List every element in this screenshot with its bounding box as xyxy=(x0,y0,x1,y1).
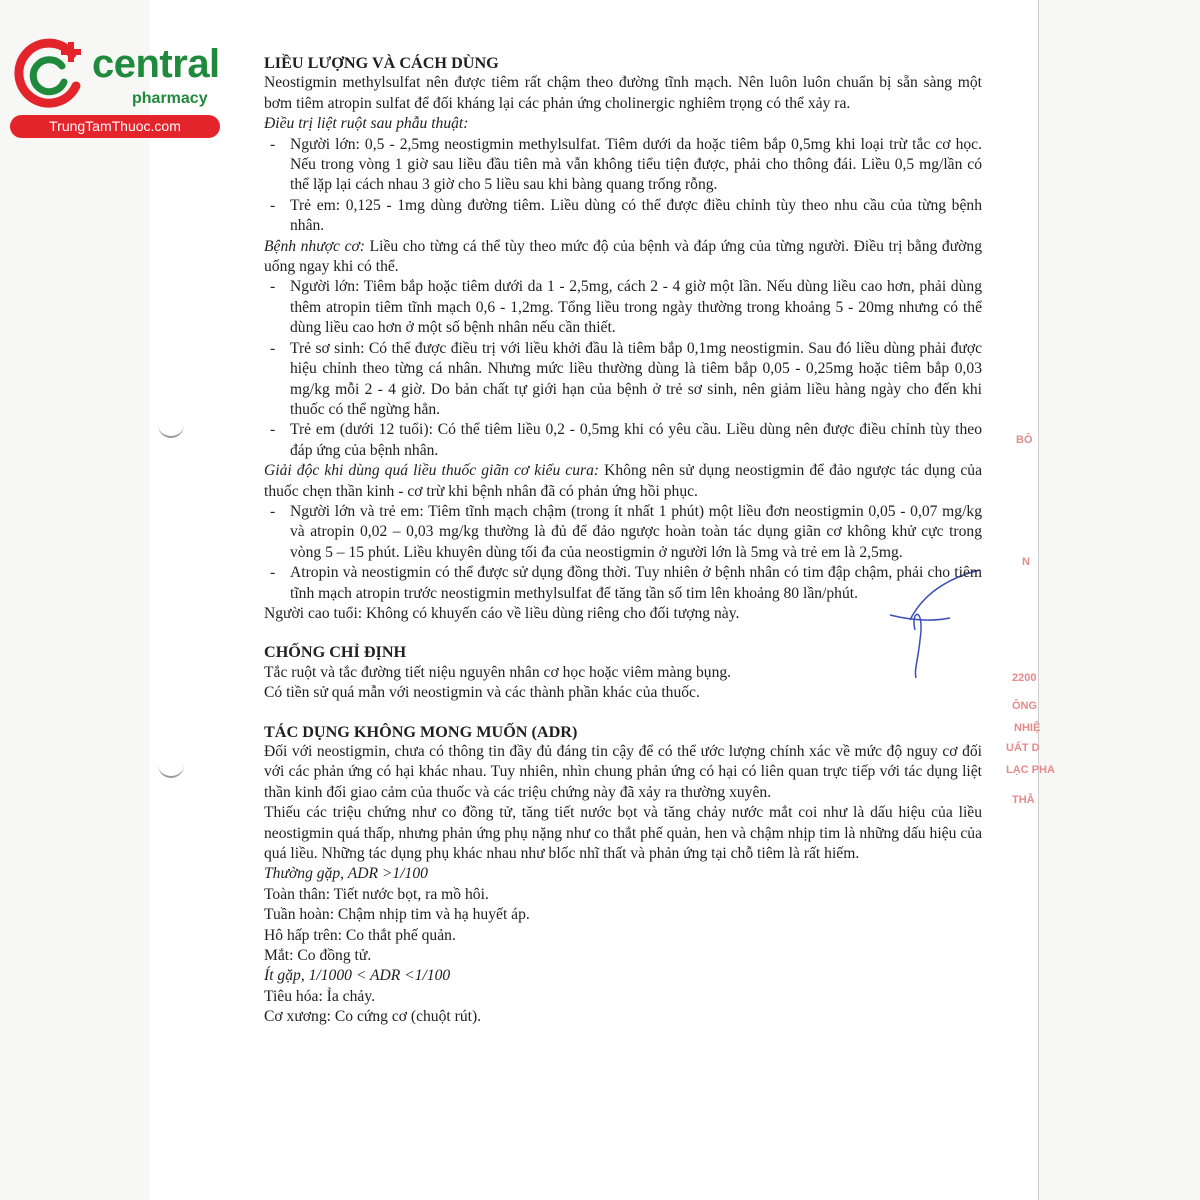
adr-uncommon-label: Ít gặp, 1/1000 < ADR <1/100 xyxy=(264,967,451,985)
stamp-fragment: THĂ xyxy=(1012,794,1035,806)
list-item: - Atropin và neostigmin có thể được sử dụng đồng thời. Tuy nhiên ở bệnh nhân có tim đập chậm, phải cho tiêm tĩnh mạch atropin trước neostigmin methylsulfat để tăng tần số tim lên khoảng 80 lần/phút. xyxy=(290,563,982,604)
adr-paragraph: Đối với neostigmin, chưa có thông tin đầy đủ đáng tin cậy để có thể ước lượng chính xác về mức độ nguy cơ đối với các phản ứng có hại khác nhau. Tuy nhiên, nhìn chung phản ứng có hại có liên quan trực tiếp với tác dụng liệt thần kinh đối giao cảm của thuốc và các triệu chứng này đã xảy ra thường xuyên. xyxy=(264,743,982,801)
elderly-note: Người cao tuổi: Không có khuyến cáo về liều dùng riêng cho đối tượng này. xyxy=(264,604,740,622)
leaflet-content xyxy=(264,53,982,1028)
dosage-intro: Neostigmin methylsulfat nên được tiêm rất chậm theo đường tĩnh mạch. Nên luôn luôn chuẩn bị sẵn sàng một bơm tiêm atropin sulfat để đối kháng lại các phản ứng cholinergic nghiêm trọng có thể xảy ra. xyxy=(264,74,982,112)
adr-paragraph: Thiếu các triệu chứng như co đồng tử, tăng tiết nước bọt và tăng chảy nước mắt coi như là dấu hiệu của liều neostigmin quá thấp, nhưng phản ứng phụ nặng như co thắt phế quản, hen và chậm nhịp tim là những dấu hiệu của quá liều. Những tác dụng phụ khác nhau như blốc nhĩ thất và phản ứng tại chỗ tiêm là rất hiếm. xyxy=(264,804,982,863)
logo-website[interactable]: TrungTamThuoc.com xyxy=(10,115,220,138)
antidote-text: Không nên sử dụng neostigmin để đảo ngược tác dụng của thuốc chẹn thần kinh - cơ trừ khi bệnh nhân đã có phản ứng hồi phục. xyxy=(264,462,983,500)
adr-common-label: Thường gặp, ADR >1/100 xyxy=(264,865,428,883)
contraindication-line: Có tiền sử quá mẫn với neostigmin và các thành phần khác của thuốc. xyxy=(264,684,700,702)
adr-common-item: Tuần hoàn: Chậm nhịp tim và hạ huyết áp. xyxy=(264,906,530,924)
list-item: - Trẻ em (dưới 12 tuổi): Có thể tiêm liều 0,2 - 0,5mg khi có yêu cầu. Liều dùng nên được điều chỉnh tùy theo đáp ứng của bệnh nhân. xyxy=(290,420,982,461)
contraindication-line: Tắc ruột và tắc đường tiết niệu nguyên nhân cơ học hoặc viêm màng bụng. xyxy=(264,663,732,681)
adr-common-item: Toàn thân: Tiết nước bọt, ra mồ hôi. xyxy=(264,885,489,903)
antidote-list xyxy=(264,502,982,604)
adr-common-item: Hô hấp trên: Co thắt phế quản. xyxy=(264,926,456,944)
list-item: - Người lớn: Tiêm bắp hoặc tiêm dưới da 1 - 2,5mg, cách 2 - 4 giờ một lần. Nếu dùng liều cao hơn, phải dùng thêm atropin tiêm tĩnh mạch 0,6 - 1,2mg. Tổng liều trong ngày thường trong khoảng 5 - 20mg nhưng có thể dùng liều cao hơn ở một số bệnh nhân nếu cần thiết. xyxy=(290,277,982,338)
list-item: - Người lớn và trẻ em: Tiêm tĩnh mạch chậm (trong ít nhất 1 phút) một liều đơn neostigmin 0,05 - 0,07 mg/kg và atropin 0,02 – 0,03 mg/kg thường là đủ để đảo ngược hoàn toàn tác dụng giãn cơ không khử cực trong vòng 5 – 15 phút. Liều khuyên dùng tối đa của neostigmin ở người lớn là 5mg và trẻ em là 2,5mg. xyxy=(290,502,982,563)
adr-uncommon-item: Cơ xương: Co cứng cơ (chuột rút). xyxy=(264,1008,482,1026)
myasthenia-text: Liều cho từng cá thể tùy theo mức độ của bệnh và đáp ứng của từng người. Điều trị bằng đường uống ngay khi có thể. xyxy=(264,237,982,276)
adr-common-item: Mắt: Co đồng tử. xyxy=(264,947,372,965)
antidote-paragraph xyxy=(264,461,982,502)
stamp-fragment: ÔNG xyxy=(1012,700,1038,712)
ileus-label: Điều trị liệt ruột sau phẫu thuật: xyxy=(264,115,469,133)
ileus-list xyxy=(264,135,982,237)
myasthenia-list xyxy=(264,277,982,461)
logo-name: central xyxy=(92,42,220,86)
antidote-label: Giải độc khi dùng quá liều thuốc giãn cơ kiểu cura: xyxy=(264,462,600,480)
stamp-fragment: BÔ xyxy=(1016,434,1033,446)
central-pharmacy-logo[interactable] xyxy=(10,36,220,136)
stamp-fragment: LẠC PHA xyxy=(1006,764,1055,776)
myasthenia-paragraph xyxy=(264,237,982,278)
section-title-adr: TÁC DỤNG KHÔNG MONG MUỐN (ADR) xyxy=(264,722,578,741)
adr-uncommon-item: Tiêu hóa: Ỉa chảy. xyxy=(264,987,376,1005)
logo-subtitle: pharmacy xyxy=(132,90,208,107)
stamp-fragment: UẤT D xyxy=(1006,742,1040,754)
stamp-fragment: NHIỆ xyxy=(1014,722,1041,734)
pharmacy-cross-logo-icon xyxy=(10,36,90,114)
stamp-fragment: N xyxy=(1022,556,1030,568)
myasthenia-label: Bệnh nhược cơ: xyxy=(264,237,366,255)
list-item: - Người lớn: 0,5 - 2,5mg neostigmin methylsulfat. Tiêm dưới da hoặc tiêm bắp 0,5mg khi loại trừ tắc cơ học. Nếu trong vòng 1 giờ sau liều đầu tiên mà vẫn không tiểu tiện được, phải cho thông đái. Liều 0,5 mg/lần có thể lặp lại cách nhau 3 giờ cho 5 liều sau khi bàng quang trống rỗng. xyxy=(290,135,982,196)
section-title-contraindications: CHỐNG CHỈ ĐỊNH xyxy=(264,643,407,662)
list-item: - Trẻ em: 0,125 - 1mg dùng đường tiêm. Liều dùng có thể được điều chỉnh tùy theo nhu cầu của từng bệnh nhân. xyxy=(290,196,982,237)
section-title-dosage: LIỀU LƯỢNG VÀ CÁCH DÙNG xyxy=(264,54,499,72)
list-item: - Trẻ sơ sinh: Có thể được điều trị với liều khởi đầu là tiêm bắp 0,1mg neostigmin. Sau đó liều dùng phải được hiệu chỉnh theo từng cá nhân. Nhưng mức liều thường dùng là tiêm bắp 0,05 - 0,25mg hoặc tiêm bắp 0,03 mg/kg mỗi 2 - 4 giờ. Do bản chất tự giới hạn của bệnh ở trẻ sơ sinh, nên giảm liều hàng ngày cho đến khi thuốc có thể ngừng hẳn. xyxy=(290,339,982,421)
stamp-fragment: 2200 xyxy=(1012,672,1037,684)
